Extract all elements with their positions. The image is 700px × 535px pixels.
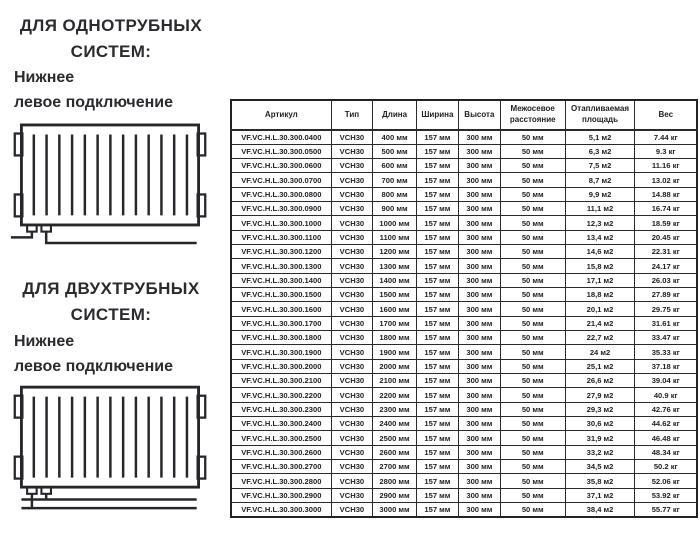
cell-length: 400 мм xyxy=(373,130,417,144)
cell-type: VCH30 xyxy=(331,488,372,502)
cell-weight: 26.03 кг xyxy=(635,273,697,287)
cell-heated-area: 7,5 м2 xyxy=(565,159,635,173)
cell-axle-distance: 50 мм xyxy=(500,216,565,230)
cell-length: 1400 мм xyxy=(373,273,417,287)
cell-weight: 24.17 кг xyxy=(635,259,697,273)
cell-width: 157 мм xyxy=(416,202,458,216)
cell-heated-area: 20,1 м2 xyxy=(565,302,635,316)
column-header-length: Длина xyxy=(373,100,417,130)
cell-weight: 31.61 кг xyxy=(635,316,697,330)
cell-height: 300 мм xyxy=(458,331,500,345)
cell-type: VCH30 xyxy=(331,417,372,431)
cell-width: 157 мм xyxy=(416,402,458,416)
cell-length: 1800 мм xyxy=(373,331,417,345)
cell-heated-area: 35,8 м2 xyxy=(565,474,635,488)
cell-article: VF.VC.H.L.30.300.2800 xyxy=(231,474,331,488)
table-row xyxy=(231,417,697,431)
cell-heated-area: 15,8 м2 xyxy=(565,259,635,273)
cell-width: 157 мм xyxy=(416,503,458,517)
two-pipe-systems-heading: ДЛЯ ДВУХТРУБНЫХ СИСТЕМ: xyxy=(22,279,200,324)
cell-height: 300 мм xyxy=(458,474,500,488)
cell-article: VF.VC.H.L.30.300.1700 xyxy=(231,316,331,330)
cell-type: VCH30 xyxy=(331,345,372,359)
cell-axle-distance: 50 мм xyxy=(500,474,565,488)
cell-length: 2900 мм xyxy=(373,488,417,502)
cell-heated-area: 11,1 м2 xyxy=(565,202,635,216)
cell-axle-distance: 50 мм xyxy=(500,202,565,216)
cell-weight: 9.3 кг xyxy=(635,144,697,158)
left-panel xyxy=(0,0,228,535)
cell-heated-area: 13,4 м2 xyxy=(565,230,635,244)
cell-article: VF.VC.H.L.30.300.2500 xyxy=(231,431,331,445)
cell-weight: 33.47 кг xyxy=(635,331,697,345)
cell-width: 157 мм xyxy=(416,374,458,388)
cell-axle-distance: 50 мм xyxy=(500,259,565,273)
cell-type: VCH30 xyxy=(331,474,372,488)
cell-type: VCH30 xyxy=(331,374,372,388)
cell-height: 300 мм xyxy=(458,431,500,445)
cell-article: VF.VC.H.L.30.300.1900 xyxy=(231,345,331,359)
cell-article: VF.VC.H.L.30.300.1300 xyxy=(231,259,331,273)
cell-article: VF.VC.H.L.30.300.1100 xyxy=(231,230,331,244)
cell-axle-distance: 50 мм xyxy=(500,503,565,517)
cell-length: 900 мм xyxy=(373,202,417,216)
cell-article: VF.VC.H.L.30.300.0900 xyxy=(231,202,331,216)
cell-height: 300 мм xyxy=(458,187,500,201)
table-row xyxy=(231,488,697,502)
cell-width: 157 мм xyxy=(416,187,458,201)
cell-height: 300 мм xyxy=(458,259,500,273)
cell-weight: 50.2 кг xyxy=(635,460,697,474)
cell-type: VCH30 xyxy=(331,316,372,330)
table-row xyxy=(231,474,697,488)
cell-axle-distance: 50 мм xyxy=(500,488,565,502)
cell-type: VCH30 xyxy=(331,187,372,201)
cell-type: VCH30 xyxy=(331,159,372,173)
cell-axle-distance: 50 мм xyxy=(500,388,565,402)
cell-article: VF.VC.H.L.30.300.2600 xyxy=(231,445,331,459)
cell-width: 157 мм xyxy=(416,417,458,431)
cell-axle-distance: 50 мм xyxy=(500,402,565,416)
cell-type: VCH30 xyxy=(331,144,372,158)
cell-height: 300 мм xyxy=(458,245,500,259)
cell-height: 300 мм xyxy=(458,288,500,302)
cell-length: 1600 мм xyxy=(373,302,417,316)
cell-weight: 11.16 кг xyxy=(635,159,697,173)
column-header-height: Высота xyxy=(458,100,500,130)
cell-length: 2300 мм xyxy=(373,402,417,416)
cell-weight: 39.04 кг xyxy=(635,374,697,388)
cell-article: VF.VC.H.L.30.300.2000 xyxy=(231,359,331,373)
cell-length: 2000 мм xyxy=(373,359,417,373)
cell-height: 300 мм xyxy=(458,173,500,187)
cell-length: 1900 мм xyxy=(373,345,417,359)
cell-heated-area: 14,6 м2 xyxy=(565,245,635,259)
cell-article: VF.VC.H.L.30.300.2400 xyxy=(231,417,331,431)
table-row xyxy=(231,159,697,173)
table-row xyxy=(231,144,697,158)
cell-article: VF.VC.H.L.30.300.2700 xyxy=(231,460,331,474)
table-row xyxy=(231,431,697,445)
cell-length: 1200 мм xyxy=(373,245,417,259)
cell-article: VF.VC.H.L.30.300.2900 xyxy=(231,488,331,502)
cell-width: 157 мм xyxy=(416,359,458,373)
cell-weight: 53.92 кг xyxy=(635,488,697,502)
table-row xyxy=(231,316,697,330)
cell-height: 300 мм xyxy=(458,488,500,502)
cell-weight: 14.88 кг xyxy=(635,187,697,201)
cell-axle-distance: 50 мм xyxy=(500,345,565,359)
connection-label-line2: левое подключение xyxy=(14,357,173,375)
cell-axle-distance: 50 мм xyxy=(500,144,565,158)
cell-height: 300 мм xyxy=(458,503,500,517)
cell-weight: 22.31 кг xyxy=(635,245,697,259)
cell-height: 300 мм xyxy=(458,202,500,216)
table-header-row xyxy=(231,100,697,130)
cell-height: 300 мм xyxy=(458,460,500,474)
two-pipe-lines xyxy=(21,494,196,508)
cell-heated-area: 17,1 м2 xyxy=(565,273,635,287)
cell-weight: 7.44 кг xyxy=(635,130,697,144)
cell-type: VCH30 xyxy=(331,402,372,416)
cell-weight: 48.34 кг xyxy=(635,445,697,459)
cell-type: VCH30 xyxy=(331,460,372,474)
cell-height: 300 мм xyxy=(458,388,500,402)
cell-axle-distance: 50 мм xyxy=(500,187,565,201)
cell-type: VCH30 xyxy=(331,503,372,517)
cell-length: 600 мм xyxy=(373,159,417,173)
connection-label-line1: Нижнее xyxy=(14,69,75,86)
connection-label-two-pipe xyxy=(14,330,214,380)
cell-width: 157 мм xyxy=(416,474,458,488)
cell-heated-area: 27,9 м2 xyxy=(565,388,635,402)
cell-heated-area: 6,3 м2 xyxy=(565,144,635,158)
cell-heated-area: 24 м2 xyxy=(565,345,635,359)
cell-heated-area: 30,6 м2 xyxy=(565,417,635,431)
radiator-icon xyxy=(10,380,210,520)
cell-type: VCH30 xyxy=(331,288,372,302)
cell-weight: 18.59 кг xyxy=(635,216,697,230)
cell-article: VF.VC.H.L.30.300.1600 xyxy=(231,302,331,316)
cell-height: 300 мм xyxy=(458,345,500,359)
single-pipe-lines xyxy=(11,232,197,243)
cell-height: 300 мм xyxy=(458,359,500,373)
cell-axle-distance: 50 мм xyxy=(500,130,565,144)
cell-weight: 20.45 кг xyxy=(635,230,697,244)
table-row xyxy=(231,259,697,273)
column-header-axle-distance: Межосевое расстояние xyxy=(500,100,565,130)
cell-height: 300 мм xyxy=(458,417,500,431)
cell-length: 2400 мм xyxy=(373,417,417,431)
cell-width: 157 мм xyxy=(416,388,458,402)
cell-axle-distance: 50 мм xyxy=(500,431,565,445)
cell-heated-area: 37,1 м2 xyxy=(565,488,635,502)
cell-article: VF.VC.H.L.30.300.1400 xyxy=(231,273,331,287)
cell-weight: 27.89 кг xyxy=(635,288,697,302)
table-row xyxy=(231,460,697,474)
cell-width: 157 мм xyxy=(416,245,458,259)
cell-type: VCH30 xyxy=(331,359,372,373)
cell-width: 157 мм xyxy=(416,159,458,173)
table-row xyxy=(231,388,697,402)
cell-width: 157 мм xyxy=(416,488,458,502)
radiator-icon xyxy=(10,118,210,250)
cell-article: VF.VC.H.L.30.300.0800 xyxy=(231,187,331,201)
two-pipe-radiator-diagram xyxy=(10,380,210,520)
cell-weight: 42.76 кг xyxy=(635,402,697,416)
cell-height: 300 мм xyxy=(458,144,500,158)
cell-article: VF.VC.H.L.30.300.0600 xyxy=(231,159,331,173)
single-pipe-systems-heading: ДЛЯ ОДНОТРУБНЫХ СИСТЕМ: xyxy=(19,16,203,61)
cell-weight: 40.9 кг xyxy=(635,388,697,402)
cell-type: VCH30 xyxy=(331,445,372,459)
cell-height: 300 мм xyxy=(458,374,500,388)
cell-article: VF.VC.H.L.30.300.1800 xyxy=(231,331,331,345)
cell-type: VCH30 xyxy=(331,202,372,216)
cell-height: 300 мм xyxy=(458,316,500,330)
table-row xyxy=(231,359,697,373)
column-header-type: Тип xyxy=(331,100,372,130)
cell-length: 1500 мм xyxy=(373,288,417,302)
cell-type: VCH30 xyxy=(331,331,372,345)
cell-width: 157 мм xyxy=(416,273,458,287)
spec-table-body xyxy=(231,130,697,517)
cell-heated-area: 34,5 м2 xyxy=(565,460,635,474)
column-header-weight: Вес xyxy=(635,100,697,130)
cell-length: 1300 мм xyxy=(373,259,417,273)
cell-height: 300 мм xyxy=(458,159,500,173)
cell-heated-area: 31,9 м2 xyxy=(565,431,635,445)
cell-type: VCH30 xyxy=(331,173,372,187)
cell-article: VF.VC.H.L.30.300.1500 xyxy=(231,288,331,302)
cell-heated-area: 12,3 м2 xyxy=(565,216,635,230)
cell-axle-distance: 50 мм xyxy=(500,230,565,244)
cell-article: VF.VC.H.L.30.300.0500 xyxy=(231,144,331,158)
table-row xyxy=(231,402,697,416)
cell-axle-distance: 50 мм xyxy=(500,159,565,173)
cell-length: 2700 мм xyxy=(373,460,417,474)
cell-height: 300 мм xyxy=(458,216,500,230)
cell-height: 300 мм xyxy=(458,130,500,144)
cell-type: VCH30 xyxy=(331,216,372,230)
cell-type: VCH30 xyxy=(331,230,372,244)
cell-article: VF.VC.H.L.30.300.0700 xyxy=(231,173,331,187)
cell-width: 157 мм xyxy=(416,345,458,359)
connection-label-line1: Нижнее xyxy=(14,333,75,350)
cell-weight: 16.74 кг xyxy=(635,202,697,216)
cell-axle-distance: 50 мм xyxy=(500,374,565,388)
cell-type: VCH30 xyxy=(331,431,372,445)
single-pipe-radiator-diagram xyxy=(10,118,210,250)
cell-axle-distance: 50 мм xyxy=(500,302,565,316)
cell-width: 157 мм xyxy=(416,288,458,302)
cell-article: VF.VC.H.L.30.300.2100 xyxy=(231,374,331,388)
cell-heated-area: 8,7 м2 xyxy=(565,173,635,187)
cell-axle-distance: 50 мм xyxy=(500,316,565,330)
table-row xyxy=(231,374,697,388)
cell-length: 2600 мм xyxy=(373,445,417,459)
cell-height: 300 мм xyxy=(458,445,500,459)
cell-height: 300 мм xyxy=(458,273,500,287)
table-row xyxy=(231,302,697,316)
cell-article: VF.VC.H.L.30.300.1000 xyxy=(231,216,331,230)
table-row xyxy=(231,273,697,287)
cell-weight: 13.02 кг xyxy=(635,173,697,187)
spec-table xyxy=(230,99,698,518)
table-row xyxy=(231,245,697,259)
table-row xyxy=(231,202,697,216)
cell-heated-area: 18,8 м2 xyxy=(565,288,635,302)
table-row xyxy=(231,187,697,201)
cell-weight: 55.77 кг xyxy=(635,503,697,517)
cell-axle-distance: 50 мм xyxy=(500,460,565,474)
cell-length: 2100 мм xyxy=(373,374,417,388)
cell-length: 2500 мм xyxy=(373,431,417,445)
column-header-width: Ширина xyxy=(416,100,458,130)
cell-type: VCH30 xyxy=(331,302,372,316)
cell-heated-area: 38,4 м2 xyxy=(565,503,635,517)
cell-article: VF.VC.H.L.30.300.0400 xyxy=(231,130,331,144)
cell-width: 157 мм xyxy=(416,445,458,459)
cell-axle-distance: 50 мм xyxy=(500,245,565,259)
table-row xyxy=(231,130,697,144)
table-row xyxy=(231,345,697,359)
cell-width: 157 мм xyxy=(416,230,458,244)
cell-axle-distance: 50 мм xyxy=(500,273,565,287)
cell-width: 157 мм xyxy=(416,144,458,158)
cell-type: VCH30 xyxy=(331,130,372,144)
cell-width: 157 мм xyxy=(416,302,458,316)
table-row xyxy=(231,503,697,517)
cell-length: 1000 мм xyxy=(373,216,417,230)
cell-length: 500 мм xyxy=(373,144,417,158)
cell-heated-area: 22,7 м2 xyxy=(565,331,635,345)
cell-length: 2800 мм xyxy=(373,474,417,488)
cell-article: VF.VC.H.L.30.300.1200 xyxy=(231,245,331,259)
cell-length: 800 мм xyxy=(373,187,417,201)
cell-width: 157 мм xyxy=(416,316,458,330)
table-row xyxy=(231,230,697,244)
cell-axle-distance: 50 мм xyxy=(500,359,565,373)
cell-width: 157 мм xyxy=(416,173,458,187)
connection-label-single-pipe xyxy=(14,66,214,116)
cell-length: 1700 мм xyxy=(373,316,417,330)
table-row xyxy=(231,173,697,187)
cell-height: 300 мм xyxy=(458,302,500,316)
cell-weight: 46.48 кг xyxy=(635,431,697,445)
spec-table-container xyxy=(230,99,698,518)
cell-heated-area: 25,1 м2 xyxy=(565,359,635,373)
cell-heated-area: 29,3 м2 xyxy=(565,402,635,416)
column-header-heated-area: Отапливаемая площадь xyxy=(565,100,635,130)
cell-height: 300 мм xyxy=(458,402,500,416)
cell-article: VF.VC.H.L.30.300.3000 xyxy=(231,503,331,517)
cell-height: 300 мм xyxy=(458,230,500,244)
table-row xyxy=(231,288,697,302)
cell-length: 3000 мм xyxy=(373,503,417,517)
cell-axle-distance: 50 мм xyxy=(500,445,565,459)
cell-weight: 29.75 кг xyxy=(635,302,697,316)
cell-width: 157 мм xyxy=(416,460,458,474)
column-header-article: Артикул xyxy=(231,100,331,130)
table-row xyxy=(231,445,697,459)
cell-article: VF.VC.H.L.30.300.2300 xyxy=(231,402,331,416)
cell-weight: 35.33 кг xyxy=(635,345,697,359)
cell-heated-area: 21,4 м2 xyxy=(565,316,635,330)
cell-axle-distance: 50 мм xyxy=(500,288,565,302)
cell-weight: 52.06 кг xyxy=(635,474,697,488)
cell-type: VCH30 xyxy=(331,245,372,259)
cell-heated-area: 5,1 м2 xyxy=(565,130,635,144)
cell-width: 157 мм xyxy=(416,130,458,144)
cell-length: 2200 мм xyxy=(373,388,417,402)
cell-length: 1100 мм xyxy=(373,230,417,244)
cell-heated-area: 26,6 м2 xyxy=(565,374,635,388)
cell-heated-area: 9,9 м2 xyxy=(565,187,635,201)
cell-axle-distance: 50 мм xyxy=(500,417,565,431)
cell-width: 157 мм xyxy=(416,259,458,273)
cell-length: 700 мм xyxy=(373,173,417,187)
cell-type: VCH30 xyxy=(331,388,372,402)
cell-article: VF.VC.H.L.30.300.2200 xyxy=(231,388,331,402)
cell-axle-distance: 50 мм xyxy=(500,331,565,345)
cell-width: 157 мм xyxy=(416,331,458,345)
cell-weight: 44.62 кг xyxy=(635,417,697,431)
cell-weight: 37.18 кг xyxy=(635,359,697,373)
cell-heated-area: 33,2 м2 xyxy=(565,445,635,459)
cell-type: VCH30 xyxy=(331,259,372,273)
cell-width: 157 мм xyxy=(416,431,458,445)
cell-width: 157 мм xyxy=(416,216,458,230)
connection-label-line2: левое подключение xyxy=(14,93,173,111)
table-row xyxy=(231,216,697,230)
cell-axle-distance: 50 мм xyxy=(500,173,565,187)
cell-type: VCH30 xyxy=(331,273,372,287)
table-row xyxy=(231,331,697,345)
